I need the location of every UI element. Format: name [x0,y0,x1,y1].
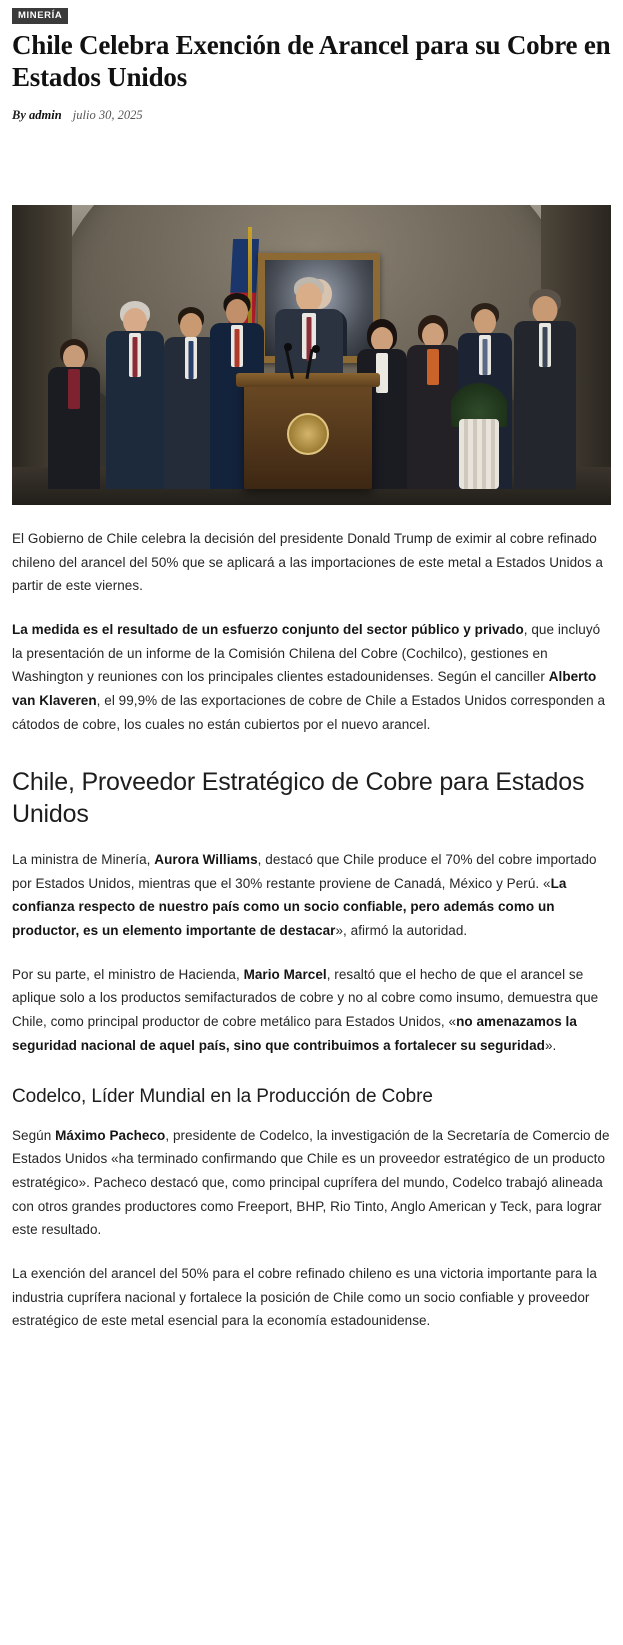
category-badge[interactable]: MINERÍA [12,8,68,24]
byline-spacer [12,133,611,205]
minister-name: Aurora Williams [154,852,258,868]
person-left-2 [104,301,166,489]
section-heading-codelco: Codelco, Líder Mundial en la Producción de Cobre [12,1086,433,1108]
paragraph-minister-mining [12,848,611,943]
measure-text-end: , el 99,9% de las exportaciones de cobre de Chile a Estados Unidos corresponden a cátodos de cobre, los cuales no están cubiertos por el nuevo arancel. [12,692,606,732]
page-title: Chile Celebra Exención de Arancel para su Cobre en Estados Unidos [12,30,611,93]
podium [244,379,372,489]
person-head [180,313,202,338]
person-far-left [46,339,102,489]
person-head [226,299,248,325]
person-head [533,296,558,324]
plant-pot [459,419,499,489]
paragraph-minister-finance [12,963,611,1058]
paragraph-intro: El Gobierno de Chile celebra la decisión del presidente Donald Trump de eximir al cobre refinado chileno del arancel del 50% que se aplicará a las importaciones de este metal a Estados Unidos a partir de este viernes. [12,531,603,594]
codelco-text-end: , presidente de Codelco, la investigación de la Secretaría de Comercio de Estados Unidos «ha terminado confirmando que Chile es un proveedor estratégico de un producto estratégico». Pacheco destacó que, como principal cuprífera del mundo, Codelco trabajó alineada con otros grandes productores como Freeport, BHP, Rio Tinto, Anglo American y Teck, para lograr este resultado. [12,1127,610,1238]
section-heading-strategic-supplier: Chile, Proveedor Estratégico de Cobre para Estados Unidos [12,768,585,829]
finance-minister-name: Mario Marcel [243,966,327,982]
person-tie [235,329,240,367]
person-shirt [427,349,439,385]
codelco-president-name: Máximo Pacheco [55,1127,166,1143]
hero-figure [12,205,611,505]
minister-intro: La ministra de Minería, [12,852,155,868]
chancellor-name: Alberto van Klaveren [12,669,597,708]
finance-text-mid: , resaltó que el hecho de que el arancel se aplique solo a los productos semifacturados de cobre y no al cobre como insumo, demuestra que Chile, como principal productor de cobre metálico para Estados Unidos, « [12,966,599,1029]
finance-intro: Por su parte, el ministro de Hacienda, [12,966,244,982]
measure-text-mid: , que incluyó la presentación de un informe de la Comisión Chilena del Cobre (Cochilco), gestiones en Washington y reuniones con los principales clientes estadounidenses. Según el canciller [12,622,601,685]
byline-date: julio 30, 2025 [72,108,143,123]
finance-quote: no amenazamos la seguridad nacional de aquel país, sino que contribuimos a fortalecer su seguridad [12,1013,577,1053]
person-tie [483,339,488,375]
byline-author[interactable]: admin [29,108,62,123]
measure-highlight: La medida es el resultado de un esfuerzo conjunto del sector público y privado [12,622,524,638]
paragraph-codelco [12,1124,611,1242]
paragraph-conclusion: La exención del arancel del 50% para el cobre refinado chileno es una victoria importante para la industria cuprífera nacional y fortalece la posición de Chile como un socio confiable y proveedor estratégico de este metal esencial para la economía estadounidense. [12,1265,597,1329]
minister-quote: La confianza respecto de nuestro país como un socio confiable, pero además como un productor, es un elemento importante de destacar [12,875,567,939]
person-tie [189,341,194,379]
byline-by-label: By [12,108,26,123]
minister-text-end: », afirmó la autoridad. [335,923,468,939]
person-head [296,283,322,312]
person-tie [543,327,548,367]
hero-image [12,205,611,505]
podium-seal [287,413,329,455]
minister-text-mid: , destacó que Chile produce el 70% del cobre importado por Estados Unidos, mientras que el 30% restante proviene de Canadá, México y Perú. « [12,852,597,891]
byline [12,108,611,123]
codelco-intro: Según [12,1127,56,1143]
paragraph-measure [12,618,611,736]
person-head [474,309,496,335]
person-tie [133,337,138,377]
finance-text-end: ». [544,1037,557,1053]
person-shirt [68,369,80,409]
person-right-4 [512,289,578,489]
